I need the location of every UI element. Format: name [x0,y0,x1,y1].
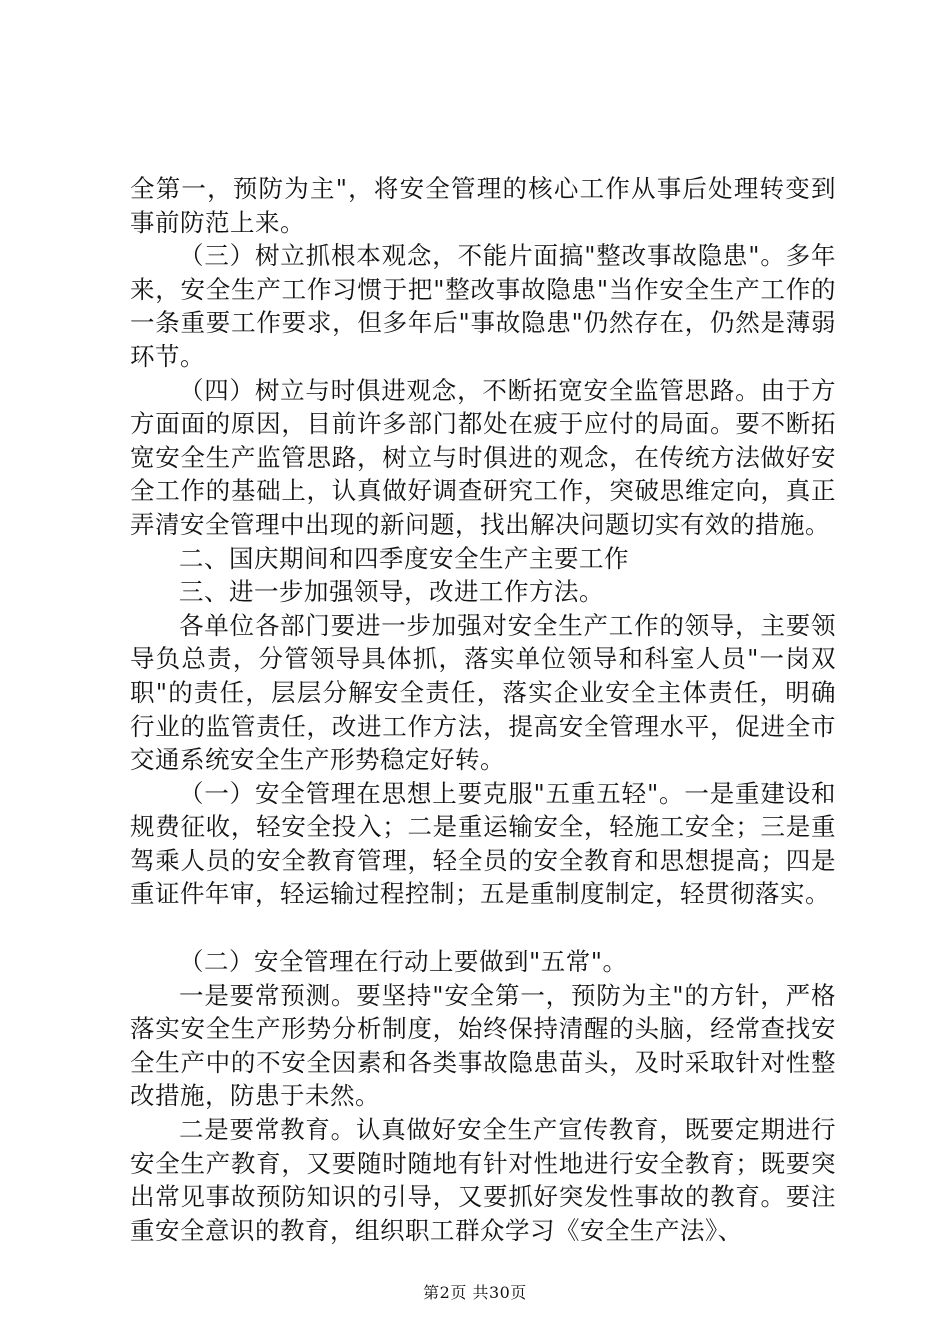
heading-five-constants: （二）安全管理在行动上要做到"五常"。 [179,947,628,977]
paragraph-section-three: （三）树立抓根本观念，不能片面搞"整改事故隐患"。多年来，安全生产工作习惯于把"整改事故隐患"当作安全生产工作的一条重要工作要求，但多年后"事故隐患"仍然存在，仍然是薄弱环节。 [130,241,836,371]
document-body [130,172,836,1247]
heading-strengthen-leadership: 三、进一步加强领导，改进工作方法。 [179,577,604,607]
paragraph-leadership-duties: 各单位各部门要进一步加强对安全生产工作的领导，主要领导负总责，分管领导具体抓，落实单位领导和科室人员"一岗双职"的责任，层层分解安全责任，落实企业安全主体责任，明确行业的监管责任，改进工作方法，提高安全管理水平，促进全市交通系统安全生产形势稳定好转。 [130,610,836,775]
paragraph-five-heavy-five-light: （一）安全管理在思想上要克服"五重五轻"。一是重建设和规费征收，轻安全投入；二是重运输安全，轻施工安全；三是重驾乘人员的安全教育管理，轻全员的安全教育和思想提高；四是重证件年审，轻运输过程控制；五是重制度制定，轻贯彻落实。 [130,778,836,909]
page-number-footer: 第2页 共30页 [423,1283,527,1302]
paragraph-section-four: （四）树立与时俱进观念，不断拓宽安全监管思路。由于方方面面的原因，目前许多部门都处在疲于应付的局面。要不断拓宽安全生产监管思路，树立与时俱进的观念，在传统方法做好安全工作的基础上，认真做好调查研究工作，突破思维定向，真正弄清安全管理中出现的新问题，找出解决问题切实有效的措施。 [130,375,836,539]
paragraph-constant-prediction: 一是要常预测。要坚持"安全第一，预防为主"的方针，严格落实安全生产形势分析制度，始终保持清醒的头脑，经常查找安全生产中的不安全因素和各类事故隐患苗头，及时采取针对性整改措施，防患于未然。 [130,980,836,1111]
paragraph-continuation: 全第一，预防为主"，将安全管理的核心工作从事后处理转变到事前防范上来。 [130,174,836,237]
paragraph-constant-education: 二是要常教育。认真做好安全生产宣传教育，既要定期进行安全生产教育，又要随时随地有针对性地进行安全教育；既要突出常见事故预防知识的引导，又要抓好突发性事故的教育。要注重安全意识的教育，组织职工群众学习《安全生产法》、 [130,1115,836,1245]
heading-national-day-work: 二、国庆期间和四季度安全生产主要工作 [179,543,629,573]
paragraph-gap [130,911,836,945]
